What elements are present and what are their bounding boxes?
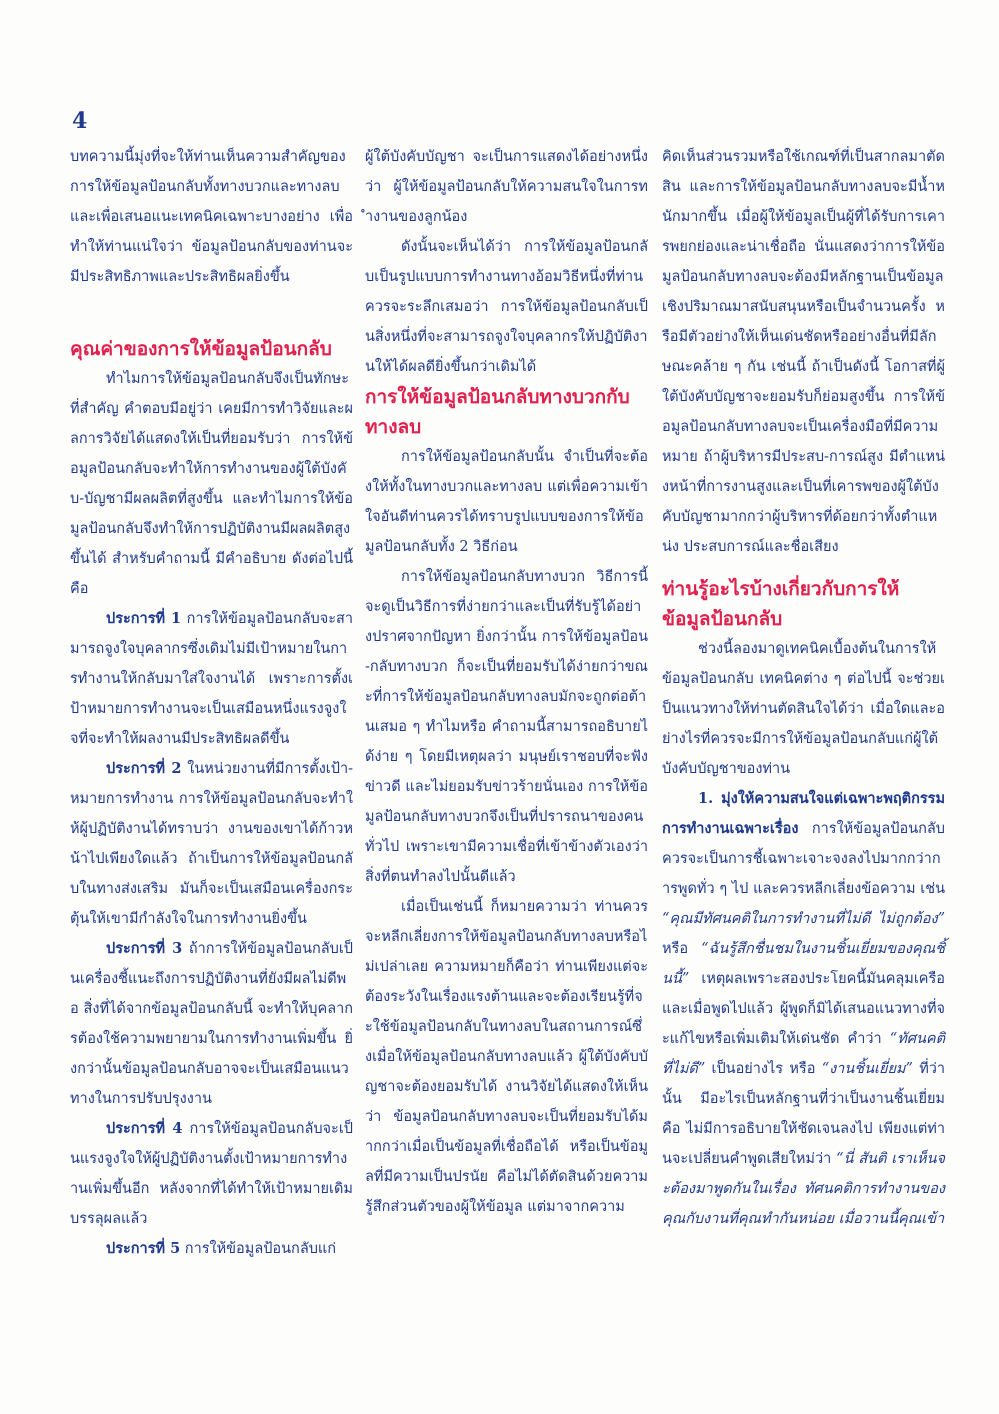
- paragraph: ดังนั้นจะเห็นได้ว่า การให้ข้อมูลป้อนกลับเป็นรูปแบบการทำงานทางอ้อมวิธีหนึ่งที่ท่านควรจะระลึกเสมอว่า การให้ข้อมูลป้อนกลับเป็นสิ่งหนึ่งที่จะสามารถจูงใจบุคลากรให้ปฏิบัติงานให้ได้ผลดียิ่งขึ้นกว่าเดิมได้: [365, 239, 648, 375]
- reason-4-paragraph: [70, 1114, 353, 1234]
- intro-paragraph: บทความนี้มุ่งที่จะให้ท่านเห็นความสำคัญของการให้ข้อมูลป้อนกลับทั้งทางบวกและทางลบ และเพื่อเสนอแนะเทคนิคเฉพาะบางอย่าง เพื่อทำให้ท่านแน่ใจว่า ข้อมูลป้อนกลับของท่านจะมีประสิทธิภาพและประสิทธิผลยิ่งขึ้น: [70, 149, 353, 285]
- reason-3-text: ถ้าการให้ข้อมูลป้อนกลับเป็นเครื่องชี้แนะถึงการปฏิบัติงานที่ยังมีผลไม่ดีพอ สิ่งที่ได้จากข้อมูลป้อนกลับนี้ จะทำให้บุคลากรต้องใช้ความพยายามในการทำงานเพิ่มขึ้น ยิ่งกว่านั้นข้อมูลป้อนกลับอาจจะเป็นเสมือนแนวทางในการปรับปรุงงาน: [70, 941, 354, 1107]
- technique-1-label: 1. มุ่งให้ความสนใจแต่เฉพาะพฤติกรรมการทำงานเฉพาะเรื่อง: [662, 790, 945, 837]
- text: ที่ว่านั้น มีอะไรเป็นหลักฐานที่ว่าเป็นงานชิ้นเยี่ยม คือ ไม่มีการอธิบายให้ชัดเจนลงไป เพียงแต่ท่านจะเปลี่ยนคำพูดเสียใหม่ว่า: [662, 1061, 946, 1167]
- reason-4-text: การให้ข้อมูลป้อนกลับจะเป็นแรงจูงใจให้ผู้ปฏิบัติงานตั้งเป้าหมายการทำงานเพิ่มขึ้นอีก หลังจากที่ได้ทำให้เป้าหมายเดิมบรรลุผลแล้ว: [70, 1121, 354, 1227]
- technique-1-text: การให้ข้อมูลป้อนกลับควรจะเป็นการชี้เฉพาะเจาะจงลงไปมากกว่าการพูดทั่ว ๆ ไป และควรหลีกเลี่ยงข้อความ เช่น: [662, 821, 945, 897]
- paragraph: การให้ข้อมูลป้อนกลับทางบวก วิธีการนี้จะดูเป็นวิธีการที่ง่ายกว่าและเป็นที่รับรู้ได้อย่างปราศจากปัญหา ยิ่งกว่านั้น การให้ข้อมูลป้อน-กลับทางบวก ก็จะเป็นที่ยอมรับได้ง่ายกว่าขณะที่การให้ข้อมูลป้อนกลับทางลบมักจะถูกต่อต้านเสมอ ๆ ทำไมหรือ คำถามนี้สามารถอธิบายได้ง่าย ๆ โดยมีเหตุผลว่า มนุษย์เราชอบที่จะฟังข่าวดี และไม่ยอมรับข่าวร้ายนั่นเอง การให้ข้อมูลป้อนกลับทางบวกจึงเป็นที่ปรารถนาของคนทั่วไป เพราะเขามีความเชื่อที่เข้าข้างตัวเองว่าสิ่งที่ตนทำลงไปนั้นดีแล้ว: [365, 569, 648, 885]
- paragraph: การให้ข้อมูลป้อนกลับนั้น จำเป็นที่จะต้องให้ทั้งในทางบวกและทางลบ แต่เพื่อความเข้าใจอันดีท่านควรได้ทราบรูปแบบของการให้ข้อมูลป้อนกลับทั้ง 2 วิธีก่อน: [365, 449, 648, 555]
- reason-5-paragraph: [70, 1234, 353, 1264]
- text: เป็นอย่างไร หรือ: [711, 1061, 816, 1077]
- reason-5-label: ประการที่ 5: [106, 1240, 181, 1257]
- reason-5-text: การให้ข้อมูลป้อนกลับแก่: [184, 1241, 337, 1257]
- column-2: [365, 142, 648, 1222]
- text: เหตุผลเพราะสองประโยคนี้มันคลุมเครือ และเมื่อพูดไปแล้ว ผู้พูดก็มิได้เสนอแนวทางที่จะแก้ไขหรือเพิ่มเติมให้เด่นชัด คำว่า: [662, 971, 945, 1047]
- page-number: 4: [72, 108, 88, 134]
- reason-2-label: ประการที่ 2: [106, 760, 182, 777]
- column-3: [662, 142, 945, 1234]
- paragraph: ทำไมการให้ข้อมูลป้อนกลับจึงเป็นทักษะที่สำคัญ คำตอบมีอยู่ว่า เคยมีการทำวิจัยและผลการวิจัยได้แสดงให้เป็นที่ยอมรับว่า การให้ข้อมูลป้อนกลับจะทำให้การทำงานของผู้ใต้บังคับ-บัญชามีผลผลิตที่สูงขึ้น และทำไมการให้ข้อมูลป้อนกลับจึงทำให้การปฏิบัติงานมีผลผลิตสูงขึ้นได้ สำหรับคำถามนี้ มีคำอธิบาย ดังต่อไปนี้คือ: [70, 371, 353, 597]
- paragraph: เมื่อเป็นเช่นนี้ ก็หมายความว่า ท่านควรจะหลีกเลี่ยงการให้ข้อมูลป้อนกลับทางลบหรือไม่เปล่าเลย ความหมายก็คือว่า ท่านเพียงแต่จะต้องระวังในเรื่องแรงต้านและจะต้องเรียนรู้ที่จะใช้ข้อมูลป้อนกลับในทางลบในสถานการณ์ซึ่งเมื่อให้ข้อมูลป้อนกลับทางลบแล้ว ผู้ใต้บังคับบัญชาจะต้องยอมรับได้ งานวิจัยได้แสดงให้เห็นว่า ข้อมูลป้อนกลับทางลบจะเป็นที่ยอมรับได้มากกว่าเมื่อเป็นข้อมูลที่เชื่อถือได้ หรือเป็นข้อมูลที่มีความเป็นปรนัย คือไม่ได้ตัดสินด้วยความรู้สึกส่วนตัวของผู้ให้ข้อมูล แต่มาจากความ: [365, 899, 648, 1215]
- reason-4-label: ประการที่ 4: [106, 1120, 183, 1137]
- reason-3-paragraph: [70, 934, 353, 1114]
- quote: “ฉันรู้สึกชื่นชมในงานชิ้นเยี่ยมของคุณชิ้นนี้”: [662, 941, 945, 987]
- reason-1-label: ประการที่ 1: [106, 610, 182, 627]
- text: หรือ: [662, 941, 689, 957]
- paragraph: ผู้ใต้บังคับบัญชา จะเป็นการแสดงได้อย่างหนึ่งว่า ผู้ให้ข้อมูลป้อนกลับให้ความสนใจในการทำงานของลูกน้อง: [365, 149, 648, 225]
- section-heading-value-of-feedback: คุณค่าของการให้ข้อมูลป้อนกลับ: [70, 338, 332, 360]
- section-heading-what-you-know: ท่านรู้อะไรบ้างเกี่ยวกับการให้ข้อมูลป้อนกลับ: [662, 578, 900, 630]
- reason-2-paragraph: [70, 754, 353, 934]
- paragraph: คิดเห็นส่วนรวมหรือใช้เกณฑ์ที่เป็นสากลมาตัดสิน และการให้ข้อมูลป้อนกลับทางลบจะมีน้ำหนักมากขึ้น เมื่อผู้ให้ข้อมูลเป็นผู้ที่ได้รับการเคารพยกย่องและน่าเชื่อถือ นั่นแสดงว่าการให้ข้อมูลป้อนกลับทางลบจะต้องมีหลักฐานเป็นข้อมูลเชิงปริมาณมาสนับสนุนหรือเป็นจำนวนครั้ง หรือมีตัวอย่างให้เห็นเด่นชัดหรืออย่างอื่นที่มีลักษณะคล้าย ๆ กัน เช่นนี้ ถ้าเป็นดังนี้ โอกาสที่ผู้ใต้บังคับบัญชาจะยอมรับก็ย่อมสูงขึ้น การให้ข้อมูลป้อนกลับทางลบจะเป็นเครื่องมือที่มีความหมาย ถ้าผู้บริหารมีประสบ-การณ์สูง มีตำแหน่งหน้าที่การงานสูงและเป็นที่เคารพของผู้ใต้บังคับบัญชามากกว่าผู้บริหารที่ด้อยกว่าทั้งตำแหน่ง ประสบการณ์และชื่อเสียง: [662, 149, 945, 555]
- reason-1-paragraph: [70, 604, 353, 754]
- section-heading-positive-negative: การให้ข้อมูลป้อนกลับทางบวกกับทางลบ: [365, 386, 630, 438]
- reason-1-text: การให้ข้อมูลป้อนกลับจะสามารถจูงใจบุคลากรซึ่งเดิมไม่มีเป้าหมายในการทำงานให้กลับมาใส่ใจงานได้ เพราะการตั้งเป้าหมายการทำงานจะเป็นเสมือนหนึ่งแรงจูงใจที่จะทำให้ผลงานมีประสิทธิผลดีขึ้น: [70, 611, 353, 747]
- paragraph: ช่วงนี้ลองมาดูเทคนิคเบื้องต้นในการให้ข้อมูลป้อนกลับ เทคนิคต่าง ๆ ต่อไปนี้ จะช่วยเป็นแนวทางให้ท่านตัดสินใจได้ว่า เมื่อใดและอย่างไรที่ควรจะมีการให้ข้อมูลป้อนกลับแก่ผู้ใต้บังคับบัญชาของท่าน: [662, 641, 945, 777]
- quote: “นี่ สันติ เราเห็นจะต้องมาพูดกันในเรื่อง ทัศนคติการทำงานของคุณกับงานที่คุณทำกันหน่อย เมื่อวานนี้คุณเข้า: [662, 1151, 945, 1227]
- quote: “ทัศนคติที่ไม่ดี”: [662, 1031, 946, 1077]
- reason-3-label: ประการที่ 3: [106, 940, 183, 957]
- quote: “งานชิ้นเยี่ยม”: [821, 1061, 913, 1077]
- column-1: [70, 142, 353, 1264]
- technique-1-paragraph: [662, 784, 945, 1234]
- quote: “คุณมีทัศนคติในการทำงานที่ไม่ดี ไม่ถูกต้อง”: [662, 911, 945, 927]
- reason-2-text: ในหน่วยงานที่มีการตั้งเป้า-หมายการทำงาน การให้ข้อมูลป้อนกลับจะทำให้ผู้ปฏิบัติงานได้ทราบว่า งานของเขาได้ก้าวหน้าไปเพียงใดแล้ว ถ้าเป็นการให้ข้อมูลป้อนกลับในทางส่งเสริม มันก็จะเป็นเสมือนเครื่องกระตุ้นให้เขามีกำลังใจในการทำงานยิ่งขึ้น: [70, 761, 353, 927]
